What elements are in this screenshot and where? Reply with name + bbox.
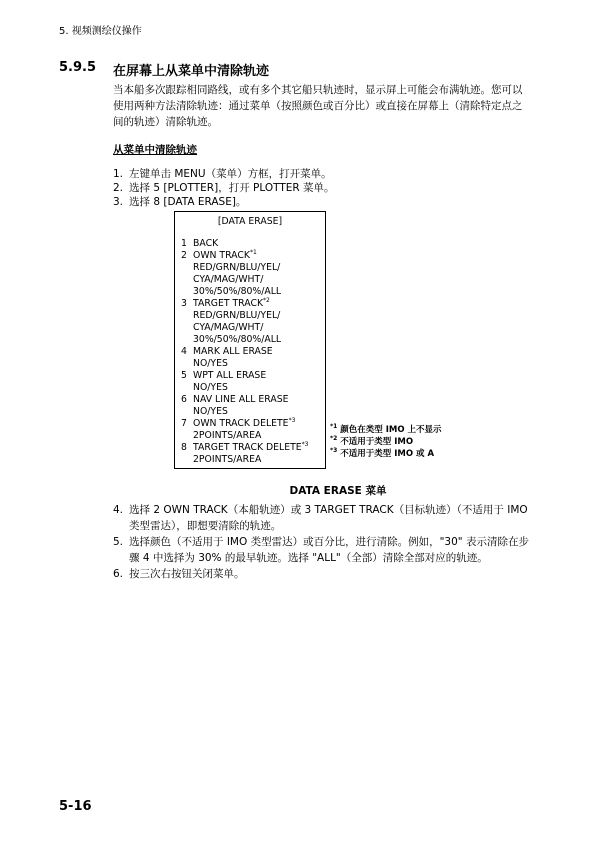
menu-item-number: 2 [181,250,187,261]
menu-item-target-track [181,298,325,346]
menu-item-number: 5 [181,370,187,381]
steps-list-b [113,503,533,584]
footnote-text: 不适用于类型 IMO [337,437,414,447]
section-title: 在屏幕上从菜单中清除轨迹 [113,64,270,79]
step-number: 5. [113,536,124,548]
menu-item-label: TARGET TRACK [193,298,264,309]
figure-caption: DATA ERASE 菜单 [289,485,387,497]
running-header: 5. 视频测绘仪操作 [59,26,142,37]
menu-item-option: 2POINTS/AREA [193,454,262,465]
footnote-mark: *3 [301,440,309,448]
step-text: 左键单击 MENU（菜单）方框，打开菜单。 [129,168,332,180]
page-number: 5-16 [59,799,92,814]
footnote [330,448,442,460]
step-item [113,535,533,566]
step-text: 选择 5 [PLOTTER]，打开 PLOTTER 菜单。 [129,182,335,194]
menu-item-option: 30%/50%/80%/ALL [193,334,282,345]
menu-title: [DATA ERASE] [217,216,283,227]
menu-item-label: BACK [193,238,219,249]
menu-item-number: 6 [181,394,187,405]
menu-item-option: RED/GRN/BLU/YEL/ [193,310,281,321]
menu-item-label: TARGET TRACK DELETE [193,442,302,453]
menu-item-option: NO/YES [193,382,228,393]
menu-item-target-track-delete [181,442,325,466]
step-number: 2. [113,182,124,194]
menu-item-number: 3 [181,298,187,309]
step-item [113,503,533,534]
footnote-mark: *1 [330,423,338,431]
section-number: 5.9.5 [59,60,97,75]
footnote-mark: *1 [249,248,257,256]
menu-item-label: WPT ALL ERASE [193,370,267,381]
footnote-mark: *3 [288,416,296,424]
menu-item-option: NO/YES [193,358,228,369]
footnote-mark: *2 [330,435,338,443]
footnotes [330,424,442,460]
footnote-mark: *3 [330,447,338,455]
step-number: 4. [113,504,124,516]
menu-item-own-track [181,250,325,298]
menu-item-label: NAV LINE ALL ERASE [193,394,289,405]
intro-paragraph: 当本船多次跟踪相同路线，或有多个其它船只轨迹时，显示屏上可能会布满轨迹。您可以使用两种方法清除轨迹：通过菜单（按照颜色或百分比）或直接在屏幕上（清除特定点之间的轨迹）清除轨迹。 [113,84,523,128]
menu-item-option: NO/YES [193,406,228,417]
menu-item-option: RED/GRN/BLU/YEL/ [193,262,281,273]
footnote-mark: *2 [263,296,270,304]
steps-list-a [113,167,533,209]
step-text: 选择 8 [DATA ERASE]。 [129,196,247,208]
menu-item-option: CYA/MAG/WHT/ [193,322,264,333]
menu-item-nav-line-all-erase [181,394,325,418]
menu-item-label: MARK ALL ERASE [193,346,273,357]
footnote-text: 不适用于类型 IMO 或 A [337,449,435,459]
data-erase-menu [174,211,326,469]
menu-item-number: 7 [181,418,187,429]
menu-item-label: OWN TRACK DELETE [193,418,289,429]
menu-item-option: 30%/50%/80%/ALL [193,286,282,297]
step-item [113,195,533,209]
menu-item-own-track-delete [181,418,325,442]
menu-item-wpt-all-erase [181,370,325,394]
step-number: 6. [113,568,124,580]
step-item [113,167,533,181]
footnote-text: 颜色在类型 IMO 上不显示 [337,425,442,435]
footnote [330,436,442,448]
step-number: 1. [113,168,124,180]
menu-item-number: 4 [181,346,187,357]
step-number: 3. [113,196,124,208]
footnote [330,424,442,436]
step-text: 按三次右按钮关闭菜单。 [129,568,245,580]
step-item [113,567,533,583]
subheading: 从菜单中清除轨迹 [113,144,197,156]
menu-item-option: CYA/MAG/WHT/ [193,274,264,285]
step-text: 选择 2 OWN TRACK（本船轨迹）或 3 TARGET TRACK（目标轨迹）（不适用于 IMO 类型雷达），即想要清除的轨迹。 [129,504,528,532]
menu-item-number: 8 [181,442,187,453]
step-item [113,181,533,195]
menu-item-option: 2POINTS/AREA [193,430,262,441]
step-text: 选择颜色（不适用于 IMO 类型雷达）或百分比，进行清除。例如，"30" 表示清除在步骤 4 中选择为 30% 的最早轨迹。选择 "ALL"（全部）清除全部对应的轨迹。 [129,536,529,564]
menu-item-number: 1 [181,238,187,249]
menu-item-mark-all-erase [181,346,325,370]
menu-item-label: OWN TRACK [193,250,250,261]
